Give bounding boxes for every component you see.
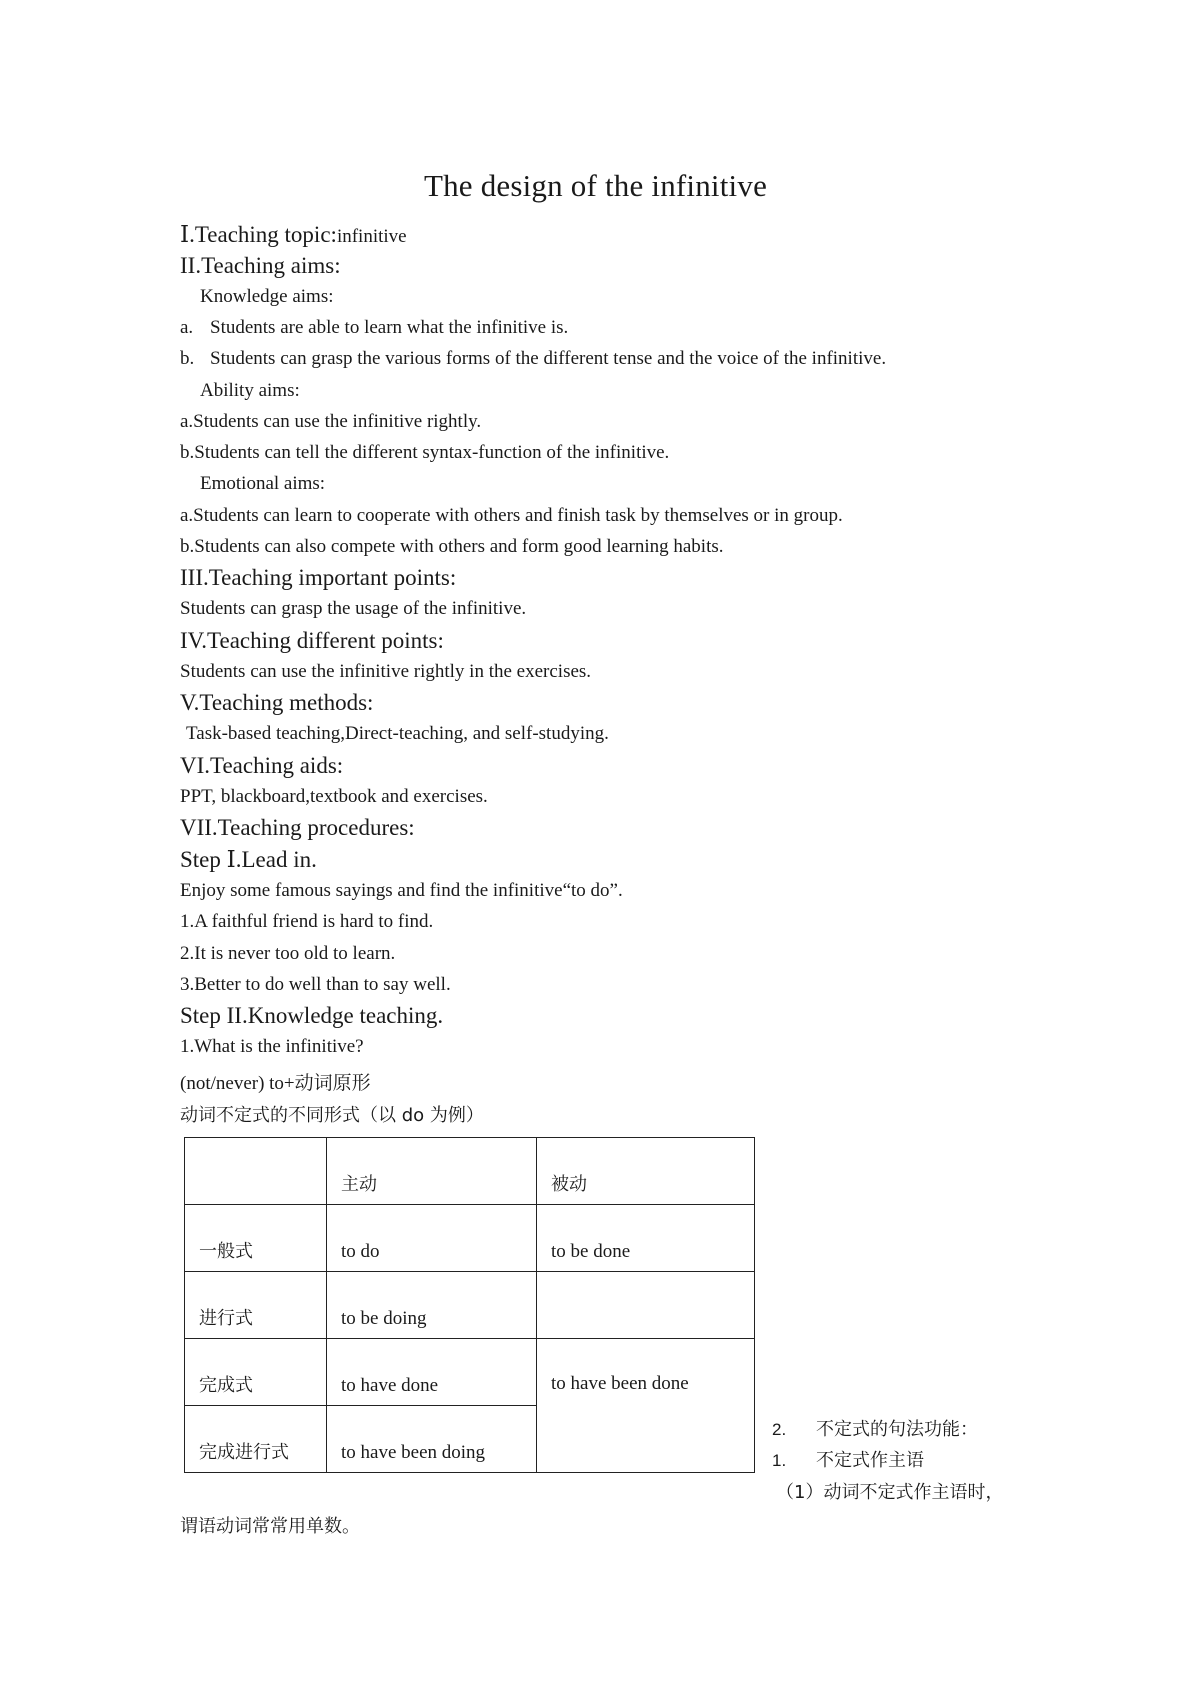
- methods-heading: V.Teaching methods:: [180, 690, 374, 715]
- table-header-cell: 被动: [537, 1138, 755, 1205]
- list-marker: a.: [180, 317, 194, 338]
- subject-rule-line: （1）动词不定式作主语时，: [776, 1482, 1004, 1503]
- syntax-function-item: [772, 1415, 978, 1441]
- important-points-heading: III.Teaching important points:: [180, 565, 457, 590]
- question-what-is-infinitive: 1.What is the infinitive?: [180, 1036, 364, 1057]
- ability-item: b.Students can tell the different syntax-function of the infinitive.: [180, 442, 670, 463]
- knowledge-item-text: Students can grasp the various forms of the different tense and the voice of the infinitive.: [210, 348, 887, 369]
- passive-cell: to have been done: [537, 1339, 755, 1473]
- step1-intro: Enjoy some famous sayings and find the infinitive“to do”.: [180, 880, 623, 901]
- aims-heading: II.Teaching aims:: [180, 253, 341, 278]
- table-row: [185, 1205, 755, 1272]
- active-cell: to be doing: [327, 1272, 537, 1339]
- knowledge-item: [180, 317, 568, 339]
- knowledge-item-text: Students are able to learn what the infinitive is.: [210, 317, 569, 338]
- table-row: [185, 1339, 755, 1406]
- form-name-cell: 完成式: [185, 1339, 327, 1406]
- item-text: 不定式作主语: [816, 1450, 924, 1471]
- table-header-cell: 主动: [327, 1138, 537, 1205]
- emotional-aims-heading: Emotional aims:: [200, 473, 326, 494]
- aids-heading: VI.Teaching aids:: [180, 753, 344, 778]
- active-cell: to have been doing: [327, 1406, 537, 1473]
- forms-caption: 动词不定式的不同形式（以 do 为例）: [180, 1105, 484, 1126]
- emotional-item: b.Students can also compete with others and form good learning habits.: [180, 536, 724, 557]
- document-title: The design of the infinitive: [423, 168, 768, 203]
- infinitive-definition: (not/never) to+动词原形: [180, 1073, 371, 1094]
- table-header-cell: [185, 1138, 327, 1205]
- ability-item: a.Students can use the infinitive rightly.: [180, 411, 482, 432]
- form-name-cell: 一般式: [185, 1205, 327, 1272]
- different-points-heading: IV.Teaching different points:: [180, 628, 444, 653]
- knowledge-aims-heading: Knowledge aims:: [200, 286, 334, 307]
- table-row: [185, 1272, 755, 1339]
- saying-item: 1.A faithful friend is hard to find.: [180, 911, 434, 932]
- passive-cell: to be done: [537, 1205, 755, 1272]
- subject-rule-continuation: 谓语动词常常用单数。: [180, 1516, 360, 1537]
- active-cell: to have done: [327, 1339, 537, 1406]
- ability-aims-heading: Ability aims:: [200, 380, 300, 401]
- saying-item: 3.Better to do well than to say well.: [180, 974, 451, 995]
- form-name-cell: 完成进行式: [185, 1406, 327, 1473]
- list-marker: b.: [180, 348, 195, 369]
- topic-value: infinitive: [336, 226, 407, 247]
- subject-function-item: [772, 1446, 924, 1472]
- passive-cell: [537, 1272, 755, 1339]
- step2-heading: Step II.Knowledge teaching.: [180, 1003, 444, 1028]
- item-number: 1.: [772, 1451, 787, 1470]
- important-points-text: Students can grasp the usage of the infinitive.: [180, 598, 527, 619]
- infinitive-forms-table: [184, 1137, 755, 1473]
- item-text: 不定式的句法功能：: [816, 1419, 978, 1440]
- knowledge-item: [180, 348, 886, 370]
- step1-heading: Step Ⅰ.Lead in.: [180, 847, 317, 872]
- methods-text: Task-based teaching,Direct-teaching, and self-studying.: [186, 723, 609, 744]
- emotional-item: a.Students can learn to cooperate with others and finish task by themselves or in group.: [180, 505, 843, 526]
- teaching-topic: [180, 222, 407, 248]
- aids-text: PPT, blackboard,textbook and exercises.: [180, 786, 488, 807]
- saying-item: 2.It is never too old to learn.: [180, 943, 396, 964]
- form-name-cell: 进行式: [185, 1272, 327, 1339]
- different-points-text: Students can use the infinitive rightly in the exercises.: [180, 661, 592, 682]
- topic-heading: Ⅰ.Teaching topic:: [180, 222, 337, 247]
- active-cell: to do: [327, 1205, 537, 1272]
- procedures-heading: VII.Teaching procedures:: [180, 815, 415, 840]
- table-header-row: [185, 1138, 755, 1205]
- item-number: 2.: [772, 1420, 787, 1439]
